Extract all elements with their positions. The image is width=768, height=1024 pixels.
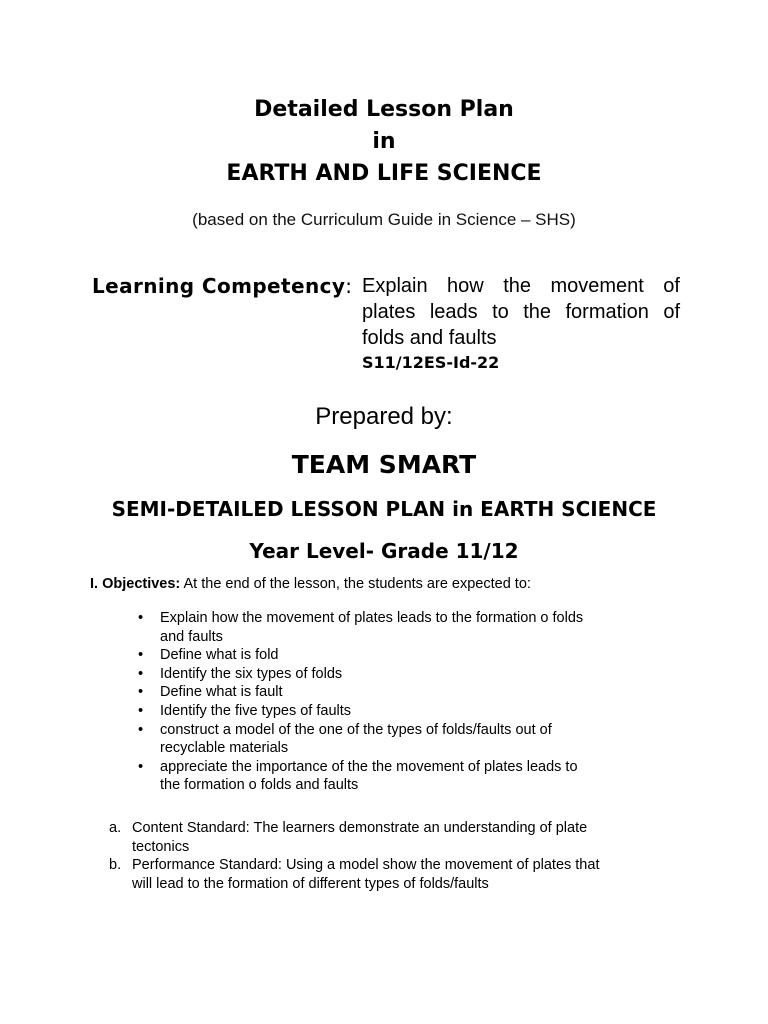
objective-item	[160, 683, 680, 702]
competency-text-line: Explain how the movement of	[362, 275, 680, 297]
standard-line: Content Standard: The learners demonstrate an understanding of plate	[132, 820, 588, 836]
objective-line: • appreciate the importance of the the movement of plates leads to	[160, 758, 578, 775]
list-marker: a.	[109, 820, 122, 836]
competency-label-text: Learning Competency	[92, 274, 346, 298]
prepared-by-label: Prepared by:	[315, 403, 453, 430]
standard-line: tectonics	[132, 838, 190, 855]
team-name: TEAM SMART	[291, 450, 477, 479]
competency-label	[92, 274, 352, 298]
competency-text-line: plates leads to the formation of	[362, 301, 680, 323]
doc-title-line-2: in	[372, 129, 396, 154]
objective-line: the formation o folds and faults	[160, 777, 359, 794]
objective-line: recyclable materials	[160, 740, 289, 757]
objective-item	[160, 665, 680, 684]
objective-item	[160, 646, 680, 665]
objective-line: • Identify the five types of faults	[160, 702, 352, 719]
standards-list	[109, 819, 689, 893]
objective-line: • construct a model of the one of the types of folds/faults out of	[160, 721, 552, 738]
performance-standard	[109, 856, 689, 893]
objective-item	[160, 609, 680, 646]
competency-colon: :	[345, 274, 353, 298]
objectives-label: I. Objectives:	[90, 576, 181, 592]
doc-subtitle: (based on the Curriculum Guide in Science – SHS)	[192, 210, 576, 229]
content-standard	[109, 819, 689, 856]
objective-line: • Explain how the movement of plates leads to the formation o folds	[160, 610, 584, 626]
competency-text-line: folds and faults	[362, 327, 497, 349]
objectives-heading	[90, 576, 531, 592]
objective-line: and faults	[160, 628, 223, 645]
list-marker: b.	[109, 857, 122, 874]
competency-code: S11/12ES-Id-22	[362, 353, 500, 372]
standard-line: Performance Standard: Using a model show the movement of plates that	[132, 857, 600, 874]
objective-line: • Identify the six types of folds	[160, 665, 343, 682]
doc-title-line-1: Detailed Lesson Plan	[254, 97, 514, 122]
year-level: Year Level- Grade 11/12	[249, 539, 519, 563]
objective-item	[160, 721, 680, 758]
objectives-list	[160, 609, 680, 795]
objective-item	[160, 702, 680, 721]
standard-line: will lead to the formation of different types of folds/faults	[132, 875, 489, 892]
plan-title: SEMI-DETAILED LESSON PLAN in EARTH SCIENCE	[111, 497, 657, 521]
objective-line: • Define what is fold	[160, 647, 279, 664]
doc-title-line-3: EARTH AND LIFE SCIENCE	[226, 161, 542, 186]
objective-item	[160, 758, 680, 795]
objective-line: • Define what is fault	[160, 684, 283, 701]
competency-text	[362, 273, 680, 351]
objectives-intro: At the end of the lesson, the students are expected to:	[180, 576, 531, 592]
